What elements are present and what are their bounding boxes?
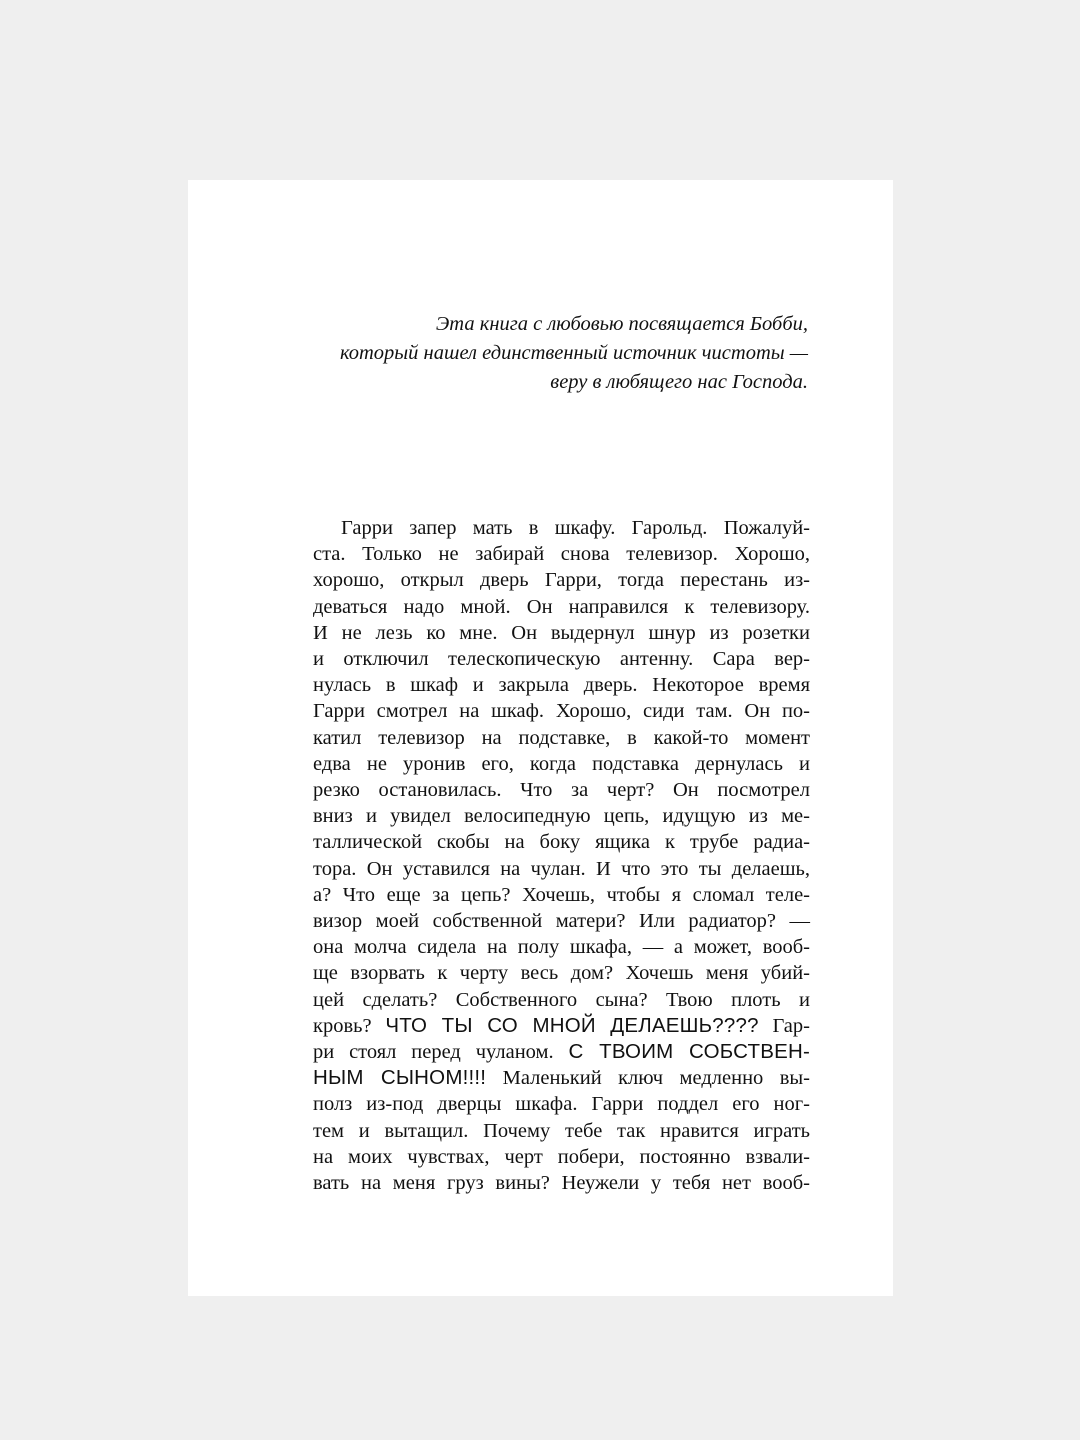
text-line: ста. Только не забирай снова телевизор. Хорошо, [313, 543, 810, 566]
caps-fragment: НЫМ СЫНОМ!!!! [313, 1066, 487, 1090]
text-line: тем и вытащил. Почему тебе так нравится играть [313, 1119, 810, 1142]
text-line: едва не уронив его, когда подставка дернулась и [313, 752, 810, 775]
text-line: вать на меня груз вины? Неужели у тебя нет вооб- [313, 1172, 810, 1195]
dedication-line: Эта книга с любовью посвящается Бобби, [435, 313, 808, 335]
text-fragment: ри стоял перед чуланом. [313, 1041, 569, 1064]
text-line: хорошо, открыл дверь Гарри, тогда перестань из- [313, 569, 810, 592]
text-line: таллической скобы на боку ящика к трубе радиа- [313, 831, 810, 854]
dedication [288, 310, 808, 397]
text-line: на моих чувствах, черт побери, постоянно взвали- [313, 1145, 810, 1168]
text-line: нулась в шкаф и закрыла дверь. Некоторое время [313, 674, 810, 697]
text-fragment: Гар- [758, 1014, 810, 1037]
text-fragment: Маленький ключ медленно вы- [486, 1067, 810, 1090]
text-line [313, 1013, 810, 1039]
text-line: тора. Он уставился на чулан. И что это ты делаешь, [313, 857, 810, 880]
text-line: резко остановилась. Что за черт? Он посмотрел [313, 779, 810, 802]
text-line: визор моей собственной матери? Или радиатор? — [313, 910, 810, 933]
text-line: ще взорвать к черту весь дом? Хочешь меня убий- [313, 962, 810, 985]
text-line: и отключил телескопическую антенну. Сара вер- [313, 648, 810, 671]
book-page [188, 180, 893, 1296]
body-text [313, 515, 810, 1196]
text-line: Гарри запер мать в шкафу. Гарольд. Пожалуй- [341, 517, 810, 539]
text-line: она молча сидела на полу шкафа, — а может, вооб- [313, 936, 810, 959]
text-line [313, 1065, 810, 1091]
text-line: вниз и увидел велосипедную цепь, идущую из ме- [313, 805, 810, 828]
text-fragment: кровь? [313, 1014, 386, 1037]
text-line: цей сделать? Собственного сына? Твою плоть и [313, 988, 810, 1011]
text-line: полз из-под дверцы шкафа. Гарри поддел его ног- [313, 1093, 810, 1116]
caps-fragment: С ТВОИМ СОБСТВЕН- [568, 1040, 810, 1064]
text-line: И не лезь ко мне. Он выдернул шнур из розетки [313, 621, 810, 644]
dedication-line: веру в любящего нас Господа. [550, 371, 808, 393]
text-line: катил телевизор на подставке, в какой-то момент [313, 726, 810, 749]
text-line: а? Что еще за цепь? Хочешь, чтобы я сломал теле- [313, 883, 810, 906]
dedication-line: который нашел единственный источник чистоты — [339, 342, 808, 364]
caps-fragment: ЧТО ТЫ СО МНОЙ ДЕЛАЕШЬ???? [385, 1013, 759, 1037]
text-line [313, 1039, 810, 1065]
text-line: деваться надо мной. Он направился к телевизору. [313, 595, 810, 618]
text-line: Гарри смотрел на шкаф. Хорошо, сиди там. Он по- [313, 700, 810, 723]
